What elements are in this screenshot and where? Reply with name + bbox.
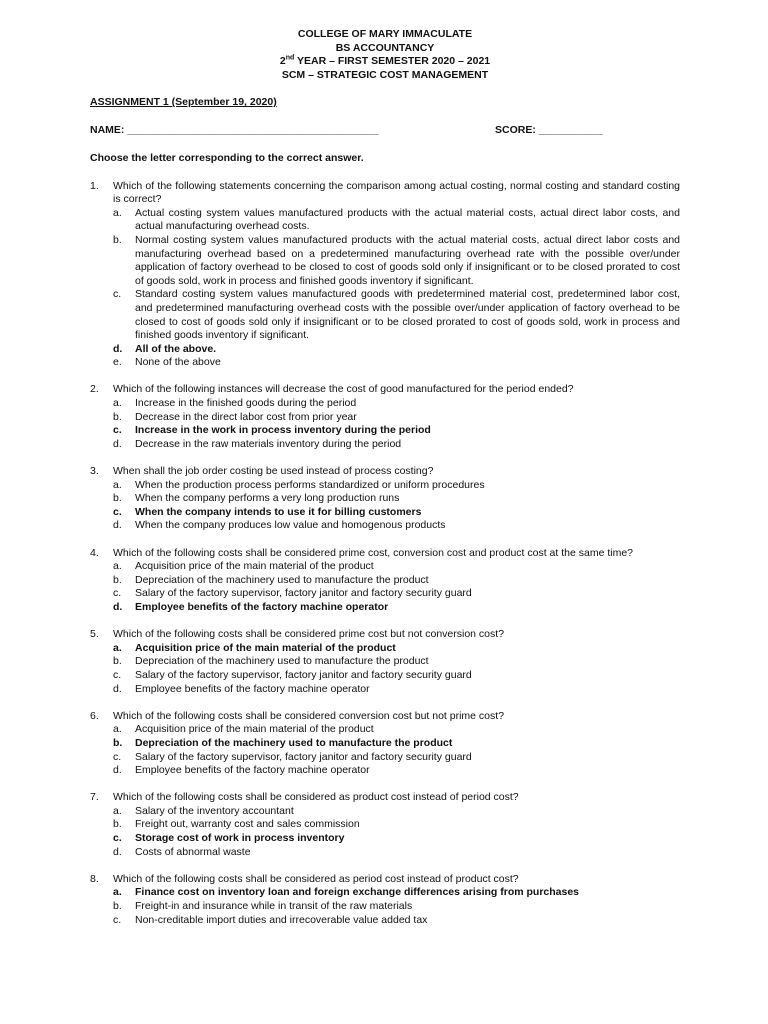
questions-list <box>90 180 680 928</box>
question-number: 1. <box>90 179 99 192</box>
option-text: Employee benefits of the factory machine operator <box>135 600 389 613</box>
answer-option[interactable] <box>113 655 680 669</box>
answer-option[interactable] <box>113 411 680 425</box>
document-header <box>90 28 680 82</box>
question-text: Which of the following costs shall be considered prime cost but not conversion cost? <box>113 628 505 641</box>
option-text: Actual costing system values manufactured products with the actual material costs, actual direct labor costs, and actual manufacturing overhead costs. <box>135 206 680 233</box>
question-body <box>113 180 680 370</box>
question-body <box>113 710 680 778</box>
option-text: Freight-in and insurance while in transit of the raw materials <box>135 900 413 913</box>
answer-option[interactable] <box>113 886 680 900</box>
option-letter: c. <box>113 913 122 926</box>
option-letter: a. <box>113 206 122 219</box>
option-text: Salary of the factory supervisor, factory janitor and factory security guard <box>135 750 472 763</box>
score-field[interactable]: SCORE: ___________ <box>495 123 603 136</box>
option-letter: a. <box>113 641 122 654</box>
answer-option[interactable] <box>113 818 680 832</box>
question-item <box>90 873 680 927</box>
name-field[interactable]: NAME: ___________________________________________ <box>90 123 379 136</box>
question-number: 7. <box>90 791 99 804</box>
name-score-row <box>90 124 680 138</box>
option-letter: a. <box>113 886 122 899</box>
question-number: 4. <box>90 546 99 559</box>
option-text: Salary of the inventory accountant <box>135 804 294 817</box>
answer-option[interactable] <box>113 914 680 928</box>
question-item <box>90 628 680 696</box>
option-text: Employee benefits of the factory machine operator <box>135 682 370 695</box>
option-text: All of the above. <box>135 342 217 355</box>
answer-option[interactable] <box>113 723 680 737</box>
question-text: Which of the following statements concerning the comparison among actual costing, normal costing and standard costing is correct? <box>113 179 680 206</box>
year-semester <box>90 55 680 69</box>
question-body <box>113 791 680 859</box>
answer-option[interactable] <box>113 805 680 819</box>
question-text: Which of the following costs shall be considered prime cost, conversion cost and product cost at the same time? <box>113 546 634 559</box>
answer-option[interactable] <box>113 519 680 533</box>
question-item <box>90 465 680 533</box>
option-text: Freight out, warranty cost and sales commission <box>135 818 360 831</box>
answer-option[interactable] <box>113 397 680 411</box>
option-text: Depreciation of the machinery used to manufacture the product <box>135 655 429 668</box>
question-text: Which of the following costs shall be considered conversion cost but not prime cost? <box>113 709 505 722</box>
answer-option[interactable] <box>113 234 680 288</box>
option-letter: b. <box>113 573 122 586</box>
option-text: Decrease in the direct labor cost from prior year <box>135 410 357 423</box>
question-item <box>90 791 680 859</box>
course-title: SCM – STRATEGIC COST MANAGEMENT <box>281 68 489 81</box>
answer-option[interactable] <box>113 574 680 588</box>
question-item <box>90 547 680 615</box>
option-letter: d. <box>113 342 123 355</box>
answer-option[interactable] <box>113 669 680 683</box>
year-suffix: nd <box>285 54 295 62</box>
option-letter: c. <box>113 668 122 681</box>
assignment-title: ASSIGNMENT 1 (September 19, 2020) <box>90 96 277 109</box>
answer-option[interactable] <box>113 288 680 342</box>
instruction-text: Choose the letter corresponding to the correct answer. <box>90 151 364 164</box>
option-text: Acquisition price of the main material of the product <box>135 641 396 654</box>
answer-option[interactable] <box>113 601 680 615</box>
answer-option[interactable] <box>113 832 680 846</box>
option-letter: c. <box>113 288 122 301</box>
year-rest: YEAR – FIRST SEMESTER 2020 – 2021 <box>294 55 491 68</box>
question-number: 3. <box>90 465 99 478</box>
option-text: Storage cost of work in process inventory <box>135 832 345 845</box>
program-name: BS ACCOUNTANCY <box>335 41 435 54</box>
year-number: 2 <box>279 55 286 68</box>
answer-option[interactable] <box>113 642 680 656</box>
option-text: None of the above <box>135 356 221 369</box>
answer-option[interactable] <box>113 506 680 520</box>
option-letter: b. <box>113 233 122 246</box>
option-letter: b. <box>113 818 122 831</box>
question-text: Which of the following costs shall be considered as product cost instead of period cost? <box>113 791 519 804</box>
option-letter: b. <box>113 410 122 423</box>
option-letter: a. <box>113 478 122 491</box>
answer-option[interactable] <box>113 356 680 370</box>
answer-option[interactable] <box>113 900 680 914</box>
option-letter: b. <box>113 655 122 668</box>
question-number: 8. <box>90 872 99 885</box>
option-text: Finance cost on inventory loan and foreign exchange differences arising from purchases <box>135 886 580 899</box>
question-body <box>113 547 680 615</box>
option-text: Employee benefits of the factory machine operator <box>135 764 370 777</box>
option-letter: a. <box>113 723 122 736</box>
question-body <box>113 628 680 696</box>
answer-option[interactable] <box>113 846 680 860</box>
option-text: Increase in the work in process inventory during the period <box>135 424 431 437</box>
question-item <box>90 710 680 778</box>
option-letter: e. <box>113 356 122 369</box>
question-item <box>90 383 680 451</box>
option-text: When the company intends to use it for billing customers <box>135 505 422 518</box>
option-text: Normal costing system values manufactured products with the actual material costs, actual direct labor costs and manufacturing overhead based on a predetermined manufacturing overhead rate with the possible over/under application of factory overhead to be closed to cost of goods sold only if insignificant or to be closed prorated to cost of goods sold, work in process and finished goods inventory if significant. <box>135 233 680 287</box>
option-text: Costs of abnormal waste <box>135 845 251 858</box>
answer-option[interactable] <box>113 438 680 452</box>
option-text: Acquisition price of the main material of the product <box>135 560 374 573</box>
option-letter: b. <box>113 736 123 749</box>
option-text: When the company performs a very long production runs <box>135 492 400 505</box>
question-body <box>113 873 680 927</box>
option-letter: b. <box>113 900 122 913</box>
answer-option[interactable] <box>113 764 680 778</box>
option-letter: d. <box>113 437 122 450</box>
option-letter: d. <box>113 845 122 858</box>
answer-option[interactable] <box>113 587 680 601</box>
option-letter: c. <box>113 424 122 437</box>
answer-option[interactable] <box>113 479 680 493</box>
answer-option[interactable] <box>113 683 680 697</box>
answer-option[interactable] <box>113 492 680 506</box>
answer-option[interactable] <box>113 751 680 765</box>
school-name: COLLEGE OF MARY IMMACULATE <box>297 28 473 40</box>
option-text: Acquisition price of the main material of the product <box>135 723 374 736</box>
option-letter: d. <box>113 764 122 777</box>
option-letter: c. <box>113 750 122 763</box>
option-letter: c. <box>113 832 122 845</box>
answer-option[interactable] <box>113 737 680 751</box>
option-text: When the company produces low value and homogenous products <box>135 519 446 532</box>
question-number: 5. <box>90 628 99 641</box>
option-letter: d. <box>113 519 122 532</box>
option-text: Non-creditable import duties and irrecoverable value added tax <box>135 913 428 926</box>
question-number: 2. <box>90 383 99 396</box>
answer-option[interactable] <box>113 207 680 234</box>
option-text: Salary of the factory supervisor, factory janitor and factory security guard <box>135 668 472 681</box>
option-letter: c. <box>113 587 122 600</box>
question-item <box>90 180 680 370</box>
question-text: Which of the following costs shall be considered as period cost instead of product cost? <box>113 872 519 885</box>
question-body <box>113 383 680 451</box>
question-text: When shall the job order costing be used instead of process costing? <box>113 465 434 478</box>
option-letter: a. <box>113 560 122 573</box>
option-text: Depreciation of the machinery used to manufacture the product <box>135 736 453 749</box>
option-text: When the production process performs standardized or uniform procedures <box>135 478 485 491</box>
option-letter: d. <box>113 600 123 613</box>
question-number: 6. <box>90 709 99 722</box>
option-letter: c. <box>113 505 122 518</box>
question-body <box>113 465 680 533</box>
option-letter: a. <box>113 397 122 410</box>
option-letter: a. <box>113 804 122 817</box>
answer-option[interactable] <box>113 343 680 357</box>
option-letter: d. <box>113 682 122 695</box>
question-text: Which of the following instances will decrease the cost of good manufactured for the period ended? <box>113 383 574 396</box>
option-text: Standard costing system values manufactured goods with predetermined material cost, predetermined labor cost, and predetermined manufacturing overhead costs with the possible over/under application of factory overhead to be closed to cost of goods sold only if insignificant or to be closed prorated to cost of goods sold, work in process and finished goods inventory if significant. <box>135 288 680 342</box>
answer-option[interactable] <box>113 560 680 574</box>
option-text: Salary of the factory supervisor, factory janitor and factory security guard <box>135 587 472 600</box>
option-letter: b. <box>113 492 122 505</box>
option-text: Increase in the finished goods during the period <box>135 397 357 410</box>
answer-option[interactable] <box>113 424 680 438</box>
option-text: Decrease in the raw materials inventory during the period <box>135 437 402 450</box>
option-text: Depreciation of the machinery used to manufacture the product <box>135 573 429 586</box>
